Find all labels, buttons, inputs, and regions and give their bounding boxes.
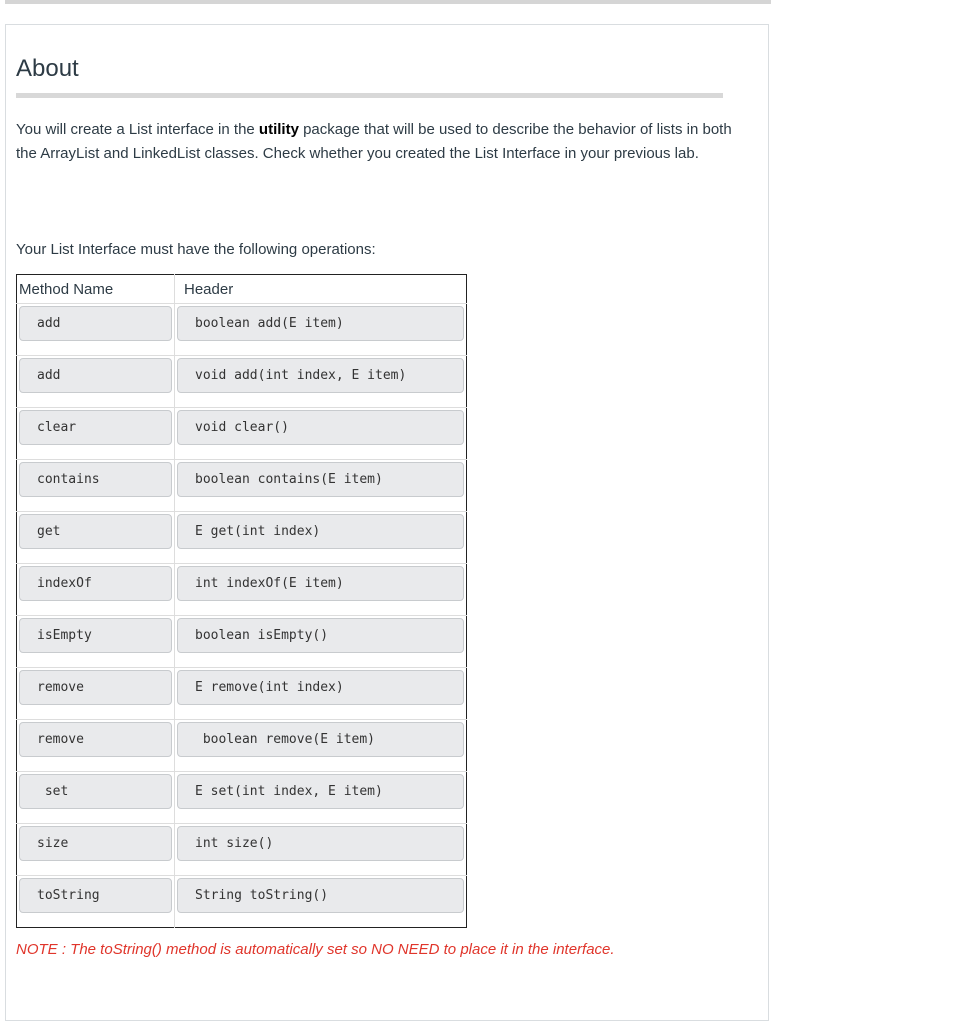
method-cell [17,772,175,824]
table-row [17,668,467,720]
method-header-code: int indexOf(E item) [177,566,464,601]
table-row [17,356,467,408]
method-cell [17,564,175,616]
method-header-code: boolean isEmpty() [177,618,464,653]
method-name-code: toString [19,878,172,913]
table-row [17,876,467,928]
method-cell [17,668,175,720]
header-cell [175,408,467,460]
method-name-code: set [19,774,172,809]
method-cell [17,356,175,408]
table-header-row [17,275,467,304]
method-name-code: isEmpty [19,618,172,653]
method-name-code: get [19,514,172,549]
intro-paragraph [16,118,756,166]
header-cell [175,772,467,824]
method-header-code: boolean add(E item) [177,306,464,341]
method-header-code: boolean remove(E item) [177,722,464,757]
method-header-code: String toString() [177,878,464,913]
operations-table-body [17,304,467,928]
note-text: NOTE : The toString() method is automatically set so NO NEED to place it in the interface. [16,941,615,958]
method-header-code: int size() [177,826,464,861]
method-cell [17,824,175,876]
method-header-code: E get(int index) [177,514,464,549]
method-header-code: E set(int index, E item) [177,774,464,809]
title-divider [16,93,723,98]
table-row [17,824,467,876]
table-row [17,564,467,616]
method-name-code: indexOf [19,566,172,601]
operations-table [16,274,467,928]
method-header-code: boolean contains(E item) [177,462,464,497]
column-header-header: Header [175,275,467,304]
intro-text-start: You will create a List interface in the [16,121,259,138]
operations-lead: Your List Interface must have the following operations: [16,241,376,258]
method-name-code: add [19,306,172,341]
method-cell [17,512,175,564]
method-header-code: void clear() [177,410,464,445]
table-row [17,720,467,772]
method-cell [17,460,175,512]
method-cell [17,616,175,668]
header-cell [175,720,467,772]
column-header-method: Method Name [17,275,175,304]
table-row [17,772,467,824]
method-cell [17,408,175,460]
table-row [17,512,467,564]
method-cell [17,876,175,928]
header-cell [175,356,467,408]
method-header-code: void add(int index, E item) [177,358,464,393]
header-cell [175,460,467,512]
method-name-code: remove [19,722,172,757]
method-name-code: size [19,826,172,861]
header-cell [175,616,467,668]
method-cell [17,304,175,356]
method-header-code: E remove(int index) [177,670,464,705]
header-cell [175,668,467,720]
method-name-code: add [19,358,172,393]
intro-package-name: utility [258,121,299,138]
page-title: About [16,55,79,82]
table-row [17,460,467,512]
table-row [17,304,467,356]
table-row [17,616,467,668]
header-cell [175,876,467,928]
intro-text-end: package that will be used to describe the behavior of lists in both the ArrayList and LinkedList classes. Check whether you created the List Interface in your previous lab. [16,121,732,162]
header-cell [175,564,467,616]
header-cell [175,304,467,356]
content-card [5,24,769,1021]
header-cell [175,512,467,564]
method-name-code: clear [19,410,172,445]
top-divider [5,0,771,4]
method-name-code: contains [19,462,172,497]
method-name-code: remove [19,670,172,705]
method-cell [17,720,175,772]
header-cell [175,824,467,876]
table-row [17,408,467,460]
